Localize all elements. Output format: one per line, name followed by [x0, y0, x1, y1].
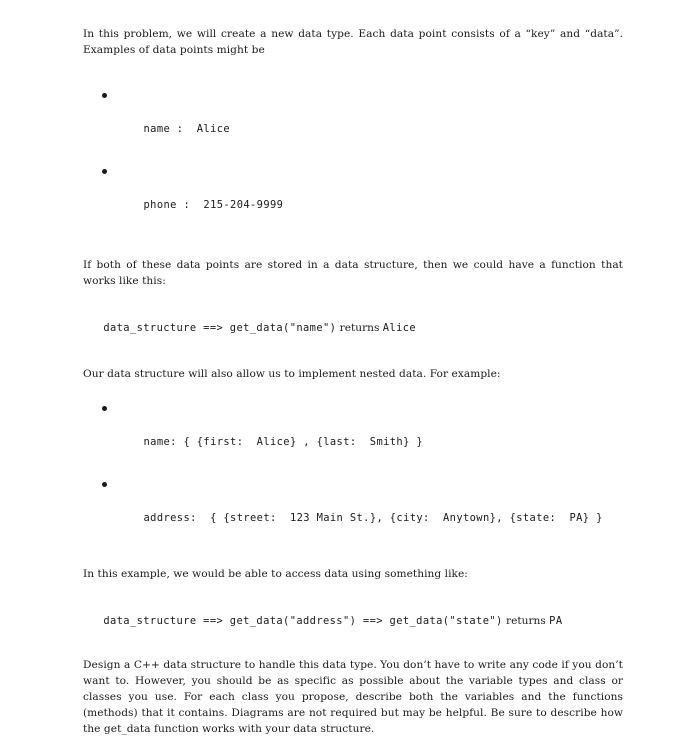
- code-text: data_structure ==> get_data("address") ==> get_data("state"): [103, 615, 503, 627]
- item-value: Alice: [196, 123, 231, 135]
- problem-document: [83, 26, 623, 737]
- item-value: { {first: Alice} , {last: Smith} }: [176, 436, 424, 448]
- access-paragraph: In this example, we would be able to access data using something like:: [83, 568, 468, 580]
- code-result: PA: [549, 615, 563, 627]
- code-result: Alice: [382, 322, 417, 334]
- returns-word: returns: [336, 322, 383, 334]
- nested-intro-paragraph: Our data structure will also allow us to implement nested data. For example:: [83, 368, 501, 380]
- returns-word: returns: [502, 615, 550, 627]
- list-item: [83, 400, 623, 466]
- list-item: [83, 163, 623, 229]
- item-key: address:: [143, 512, 197, 524]
- item-value: { {street: 123 Main St.}, {city: Anytown}, {state: PA} }: [196, 512, 603, 524]
- code-text: data_structure ==> get_data("name"): [103, 322, 337, 334]
- example-list-simple: [83, 87, 623, 229]
- code-example-2: [83, 595, 623, 645]
- intro-paragraph: In this problem, we will create a new data type. Each data point consists of a “key” and “data”. Examples of data points might be: [83, 28, 623, 56]
- example-list-nested: [83, 400, 623, 542]
- item-separator: :: [176, 199, 204, 211]
- design-task-paragraph: Design a C++ data structure to handle this data type. You don’t have to write any code if you don’t want to. However, you should be as specific as possible about the variable types and class or classes you use. For each class you propose, describe both the variables and the functions (methods) that it contains. Diagrams are not required but may be helpful. Be sure to describe how the get_data function works with your data structure.: [83, 659, 623, 735]
- bullet-icon: [102, 93, 107, 98]
- item-value: 215-204-9999: [203, 199, 284, 211]
- bullet-icon: [102, 406, 107, 411]
- explanation-paragraph: If both of these data points are stored in a data structure, then we could have a function that works like this:: [83, 259, 623, 287]
- code-example-1: [83, 302, 623, 352]
- item-separator: :: [170, 123, 197, 135]
- item-key: phone: [143, 199, 177, 211]
- bullet-icon: [102, 482, 107, 487]
- item-key: name:: [143, 436, 177, 448]
- list-item: [83, 476, 623, 542]
- list-item: [83, 87, 623, 153]
- bullet-icon: [102, 169, 107, 174]
- item-key: name: [143, 123, 171, 135]
